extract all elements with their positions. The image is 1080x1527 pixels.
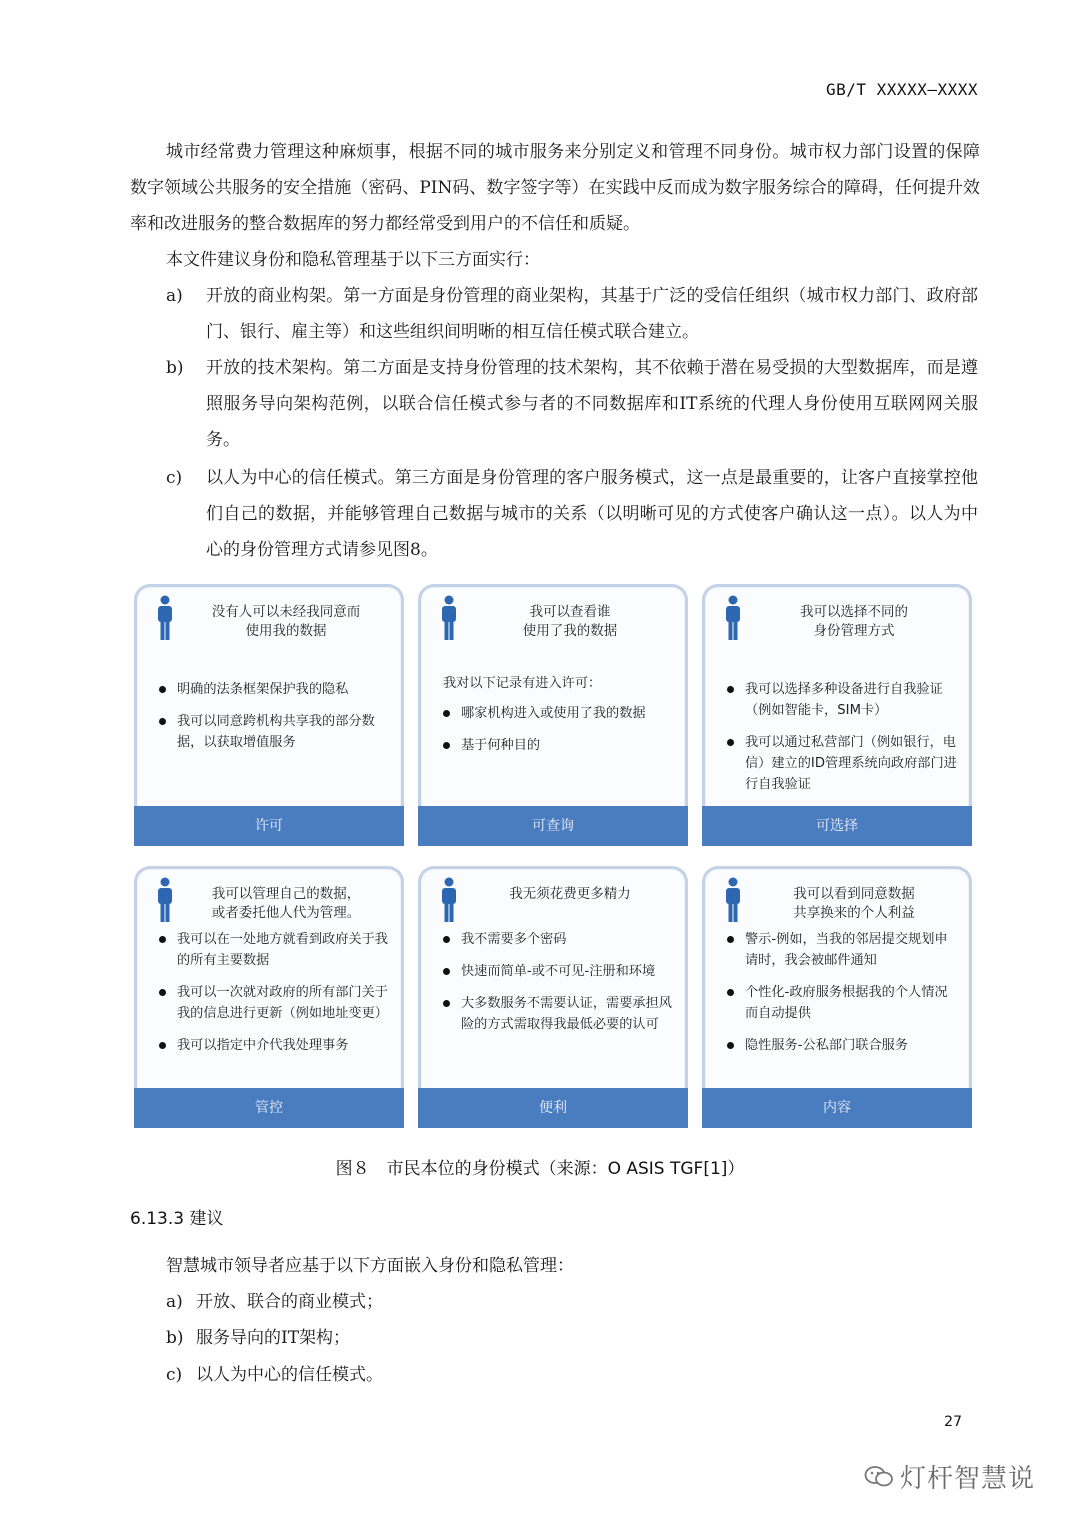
aspect-item-a: [166, 278, 978, 350]
list-marker: b): [166, 1328, 184, 1348]
watermark-text: 灯杆智慧说: [900, 1464, 1036, 1494]
panel-footer-label: 管控: [134, 1088, 404, 1128]
standard-code: GB/T XXXXX—XXXX: [826, 80, 978, 99]
panel-footer-label: 可选择: [702, 806, 972, 846]
panel-bullet: 我可以在一处地方就看到政府关于我的所有主要数据: [155, 929, 391, 971]
list-marker: b): [166, 358, 184, 378]
identity-panel-permission: [134, 584, 404, 846]
person-icon: [723, 877, 743, 923]
list-marker: a): [166, 1292, 183, 1312]
panel-bullet: 我可以选择多种设备进行自我验证（例如智能卡，SIM卡）: [723, 679, 959, 721]
panel-bullet: 快速而简单-或不可见-注册和环境: [439, 961, 675, 982]
section-intro: 智慧城市领导者应基于以下方面嵌入身份和隐私管理：: [166, 1256, 574, 1276]
list-marker: c): [166, 468, 183, 488]
panel-title: 我可以看到同意数据 共享换来的个人利益: [793, 886, 915, 921]
identity-panel-benefit: [702, 866, 972, 1128]
panel-bullet: 明确的法条框架保护我的隐私: [155, 679, 391, 700]
panel-footer-label: 可查询: [418, 806, 688, 846]
aspect-item-c: [166, 460, 978, 568]
panel-bullet: 我可以指定中介代我处理事务: [155, 1035, 391, 1056]
panel-bullet-list: [155, 929, 391, 1067]
panel-bullet: 我可以同意跨机构共享我的部分数据，以获取增值服务: [155, 711, 391, 753]
person-icon: [723, 595, 743, 641]
recommendation-item-a: [166, 1284, 978, 1320]
panel-bullet: 隐性服务-公私部门联合服务: [723, 1035, 959, 1056]
recommendation-item-c: [166, 1357, 978, 1393]
panel-bullet-list: [723, 679, 959, 806]
identity-panel-choice: [702, 584, 972, 846]
identity-panel-queryable: [418, 584, 688, 846]
recommendation-item-b: [166, 1320, 978, 1356]
page-number: 27: [944, 1414, 962, 1430]
aspect-item-b: [166, 350, 978, 458]
panel-title: 我无须花费更多精力: [509, 886, 631, 902]
panel-footer-label: 许可: [134, 806, 404, 846]
panel-intro: 我对以下记录有进入许可：: [443, 676, 602, 691]
panel-bullet: 我可以通过私营部门（例如银行，电信）建立的ID管理系统向政府部门进行自我验证: [723, 732, 959, 795]
panel-box: [134, 584, 404, 809]
identity-panel-convenience: [418, 866, 688, 1128]
identity-panel-control: [134, 866, 404, 1128]
panel-bullet-list: [439, 929, 675, 1046]
person-icon: [439, 877, 459, 923]
person-icon: [155, 595, 175, 641]
chat-bubble-icon: [864, 1465, 894, 1489]
identity-model-figure: [130, 580, 976, 1128]
section-heading: 6.13.3 建议: [130, 1209, 224, 1229]
panel-title: 我可以查看谁 使用了我的数据: [522, 604, 618, 639]
panel-bullet: 哪家机构进入或使用了我的数据: [439, 703, 675, 724]
panel-bullet-list: [155, 679, 391, 764]
panel-bullet-list: [439, 703, 675, 767]
panel-box: [418, 584, 688, 809]
intro-paragraph: 城市经常费力管理这种麻烦事，根据不同的城市服务来分别定义和管理不同身份。城市权力部门设置的保障数字领域公共服务的安全措施（密码、PIN码、数字签字等）在实践中反而成为数字服务综合的障碍，任何提升效率和改进服务的整合数据库的努力都经常受到用户的不信任和质疑。: [130, 142, 980, 234]
watermark: [864, 1458, 1035, 1495]
panel-box: [702, 866, 972, 1091]
aspect-text: 开放的技术架构。第二方面是支持身份管理的技术架构，其不依赖于潜在易受损的大型数据库，而是遵照服务导向架构范例，以联合信任模式参与者的不同数据库和IT系统的代理人身份使用互联网网关服务。: [206, 358, 978, 450]
recommendation-text: 以人为中心的信任模式。: [196, 1365, 383, 1385]
panel-box: [134, 866, 404, 1091]
panel-bullet: 基于何种目的: [439, 735, 675, 756]
aspect-text: 以人为中心的信任模式。第三方面是身份管理的客户服务模式，这一点是最重要的，让客户直接掌控他们自己的数据，并能够管理自己数据与城市的关系（以明晰可见的方式使客户确认这一点）。以人为中心的身份管理方式请参见图8。: [206, 468, 978, 560]
person-icon: [155, 877, 175, 923]
panel-box: [418, 866, 688, 1091]
figure-caption: 图８ 市民本位的身份模式（来源：O ASIS TGF[1]）: [335, 1159, 745, 1179]
aspect-text: 开放的商业构架。第一方面是身份管理的商业架构，其基于广泛的受信任组织（城市权力部门、政府部门、银行、雇主等）和这些组织间明晰的相互信任模式联合建立。: [206, 286, 978, 342]
panel-bullet: 警示-例如，当我的邻居提交规划申请时，我会被邮件通知: [723, 929, 959, 971]
recommendation-text: 服务导向的IT架构；: [196, 1328, 351, 1348]
panel-bullet: 大多数服务不需要认证，需要承担风险的方式需取得我最低必要的认可: [439, 993, 675, 1035]
panel-bullet: 个性化-政府服务根据我的个人情况而自动提供: [723, 982, 959, 1024]
panel-bullet-list: [723, 929, 959, 1067]
list-marker: a): [166, 286, 183, 306]
panel-footer-label: 内容: [702, 1088, 972, 1128]
person-icon: [439, 595, 459, 641]
panel-footer-label: 便利: [418, 1088, 688, 1128]
recommendation-text: 开放、联合的商业模式；: [196, 1292, 383, 1312]
panel-title: 我可以选择不同的 身份管理方式: [800, 604, 908, 639]
intro-lead-paragraph: 本文件建议身份和隐私管理基于以下三方面实行：: [166, 250, 540, 270]
panel-box: [702, 584, 972, 809]
panel-bullet: 我不需要多个密码: [439, 929, 675, 950]
panel-title: 没有人可以未经我同意而 使用我的数据: [211, 604, 361, 639]
list-marker: c): [166, 1365, 183, 1385]
panel-title: 我可以管理自己的数据， 或者委托他人代为管理。: [211, 886, 361, 921]
panel-bullet: 我可以一次就对政府的所有部门关于我的信息进行更新（例如地址变更）: [155, 982, 391, 1024]
